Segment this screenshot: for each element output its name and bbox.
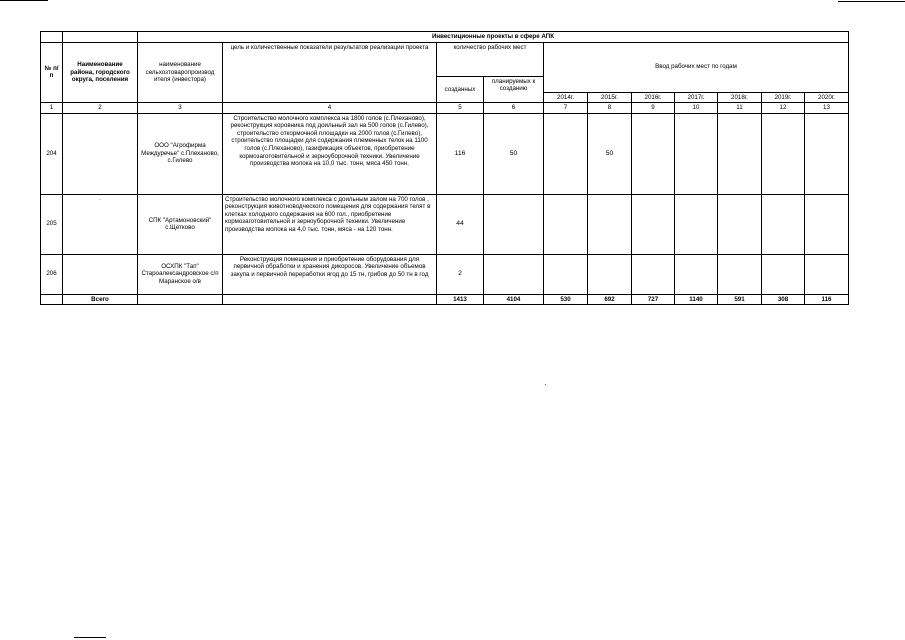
total-year-2019: 308 xyxy=(762,294,805,305)
table-row xyxy=(41,194,849,254)
row-producer: СПК "Артамоновский" с.Щетково xyxy=(138,194,223,254)
total-year-2017: 1140 xyxy=(675,294,718,305)
header-year: 2019г. xyxy=(762,92,805,103)
column-number: 5 xyxy=(437,103,484,114)
total-year-2020: 116 xyxy=(805,294,849,305)
column-number: 6 xyxy=(484,103,544,114)
total-year-2018: 591 xyxy=(718,294,762,305)
header-year: 2015г. xyxy=(588,92,632,103)
header-year: 2018г. xyxy=(718,92,762,103)
row-year-2016 xyxy=(632,254,675,294)
header-by-year: Ввод рабочих мест по годам xyxy=(544,42,849,92)
row-goal: Строительство молочного комплекса с доильным залом на 700 голов , реконструкция животноводческого помещения для содержания телят в клетках холодного содержания на 600 гол., приобретение кормозаготовительной и зерноуборочной техники. Увеличение производства молока на 4,0 тыс. тонн, мяса - на 120 тонн. xyxy=(223,194,437,254)
row-year-2014 xyxy=(544,194,588,254)
main-header: Инвестиционные проекты в сфере АПК xyxy=(138,32,849,43)
column-number: 1 xyxy=(41,103,63,114)
column-number: 9 xyxy=(632,103,675,114)
row-planned xyxy=(484,194,544,254)
row-district xyxy=(63,113,138,194)
column-number: 4 xyxy=(223,103,437,114)
row-year-2020 xyxy=(805,113,849,194)
column-number: 7 xyxy=(544,103,588,114)
header-year: 2014г. xyxy=(544,92,588,103)
header-district: Наименование района, городского округа, поселения xyxy=(63,42,138,103)
row-year-2015 xyxy=(588,254,632,294)
row-producer: ООО "Агрофирма Междуречье" с.Плеханово, с.Гилево xyxy=(138,113,223,194)
column-number: 13 xyxy=(805,103,849,114)
row-year-2015 xyxy=(588,194,632,254)
row-created: 116 xyxy=(437,113,484,194)
column-number: 3 xyxy=(138,103,223,114)
row-district xyxy=(63,254,138,294)
total-blank-cell xyxy=(41,294,63,305)
total-year-2014: 530 xyxy=(544,294,588,305)
row-year-2018 xyxy=(718,194,762,254)
column-number: 2 xyxy=(63,103,138,114)
row-year-2017 xyxy=(675,194,718,254)
row-created: 44 xyxy=(437,194,484,254)
row-num: 205 xyxy=(41,194,63,254)
header-num: № п/п xyxy=(41,42,63,103)
column-number: 10 xyxy=(675,103,718,114)
total-year-2015: 692 xyxy=(588,294,632,305)
header-goal: цель и количественные показатели результатов реализации проекта xyxy=(223,42,437,103)
column-number: 11 xyxy=(718,103,762,114)
scan-edge-line-top-left xyxy=(0,0,48,1)
column-number-row xyxy=(41,103,849,114)
total-row xyxy=(41,294,849,305)
header-planned: планируемых к созданию xyxy=(484,76,544,103)
scan-edge-line-bottom xyxy=(74,637,106,638)
row-year-2016 xyxy=(632,194,675,254)
total-blank-cell xyxy=(223,294,437,305)
row-year-2015: 50 xyxy=(588,113,632,194)
row-year-2018 xyxy=(718,113,762,194)
row-year-2017 xyxy=(675,113,718,194)
row-year-2016 xyxy=(632,113,675,194)
header-created: созданных xyxy=(437,76,484,103)
row-year-2020 xyxy=(805,254,849,294)
row-num: 204 xyxy=(41,113,63,194)
column-number: 8 xyxy=(588,103,632,114)
row-year-2014 xyxy=(544,254,588,294)
row-year-2019 xyxy=(762,254,805,294)
investment-projects-table xyxy=(40,31,849,305)
row-planned: 50 xyxy=(484,113,544,194)
blank-header-cell xyxy=(63,32,138,43)
header-producer: наименование сельхозтоваропроизвод ителя (инвестора) xyxy=(138,42,223,103)
total-label: Всего xyxy=(63,294,138,305)
total-planned: 4104 xyxy=(484,294,544,305)
table-row xyxy=(41,254,849,294)
row-year-2017 xyxy=(675,254,718,294)
row-year-2014 xyxy=(544,113,588,194)
header-row-1 xyxy=(41,42,849,76)
row-district: · xyxy=(63,194,138,254)
row-year-2019 xyxy=(762,113,805,194)
row-num: 206 xyxy=(41,254,63,294)
row-planned xyxy=(484,254,544,294)
row-year-2019 xyxy=(762,194,805,254)
blank-header-cell xyxy=(41,32,63,43)
row-goal: Реконструкция помещения и приобретение оборудования для первичной обработки и хранения дикоросов. Увеличение объемов закупа и первичной переработки ягод до 15 тн, грибов до 50 тн в год xyxy=(223,254,437,294)
row-producer: ОСХПК "Тап" Староалександровское с/п Маранское о/в xyxy=(138,254,223,294)
row-year-2018 xyxy=(718,254,762,294)
total-blank-cell xyxy=(138,294,223,305)
header-year: 2017г. xyxy=(675,92,718,103)
row-created: 2 xyxy=(437,254,484,294)
table-row xyxy=(41,113,849,194)
total-created: 1413 xyxy=(437,294,484,305)
header-jobs: количество рабочих мест xyxy=(437,42,544,76)
header-row-title xyxy=(41,32,849,43)
row-year-2020 xyxy=(805,194,849,254)
row-goal: Строительство молочного комплекса на 1800 голов (с.Плеханово), реконструкция коровника под доильный зал на 500 голов (с.Гилево), строительство откормочной площадки на 2000 голов (с.Гилево), строительство площадки для содержания племенных телок на 1100 голов (с.Плеханово), газификация объектов, приобретение кормозаготовительной и зерноуборочной техники. Увеличение производства молока на 10,0 тыс. тонн, мяса 450 тонн. xyxy=(223,113,437,194)
total-year-2016: 727 xyxy=(632,294,675,305)
scan-speck xyxy=(545,384,546,385)
scan-edge-line-top-right xyxy=(838,1,905,2)
header-year: 2020г. xyxy=(805,92,849,103)
header-year: 2016г. xyxy=(632,92,675,103)
column-number: 12 xyxy=(762,103,805,114)
